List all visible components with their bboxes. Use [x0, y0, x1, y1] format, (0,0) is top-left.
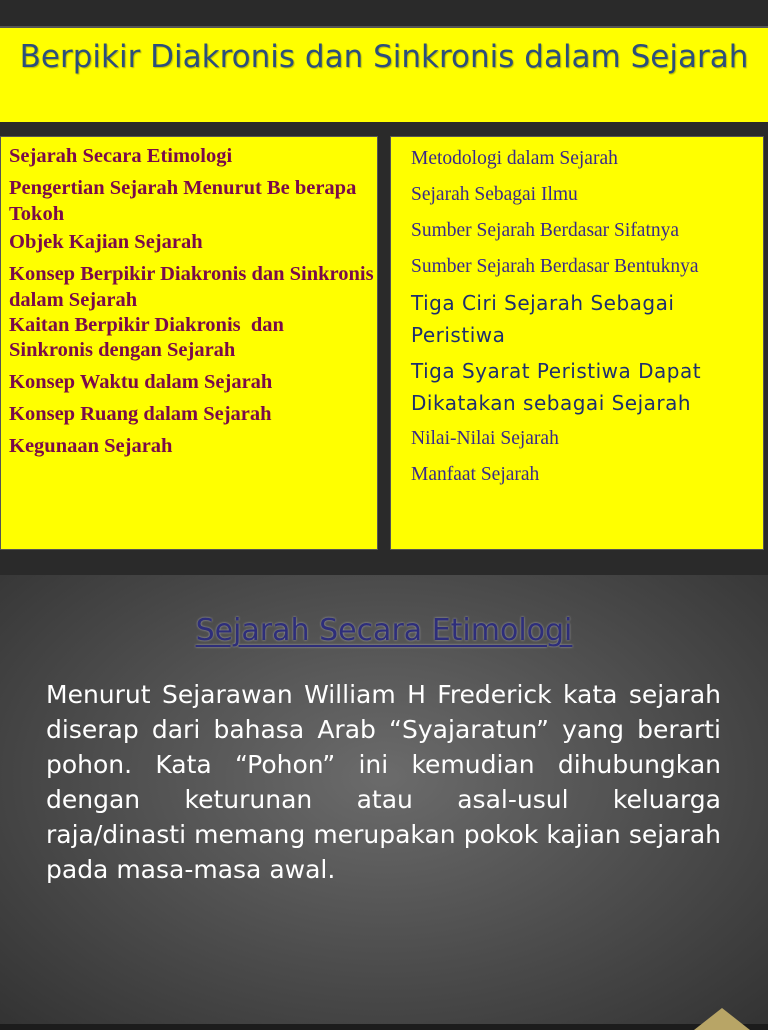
right-item-3[interactable]: Sumber Sejarah Berdasar Sifatnya: [411, 220, 680, 241]
right-item-6[interactable]: Tiga Syarat Peristiwa Dapat Dikatakan sebagai Sejarah: [411, 359, 702, 415]
right-item-5[interactable]: Tiga Ciri Sejarah Sebagai Peristiwa: [411, 291, 675, 347]
right-item-8[interactable]: Manfaat Sejarah: [411, 464, 540, 485]
right-item-4[interactable]: Sumber Sejarah Berdasar Bentuknya: [411, 256, 699, 277]
right-item-7[interactable]: Nilai-Nilai Sejarah: [411, 428, 559, 449]
left-item-2[interactable]: Pengertian Sejarah Menurut Be berapa Tokoh: [9, 177, 362, 225]
slide-2: [0, 575, 768, 1024]
right-item-2[interactable]: Sejarah Sebagai Ilmu: [411, 184, 578, 205]
slide-2-title: Sejarah Secara Etimologi: [195, 613, 573, 648]
slide-title: Berpikir Diakronis dan Sinkronis dalam Sejarah: [19, 39, 749, 75]
right-topic-list: [390, 136, 764, 550]
left-item-4[interactable]: Konsep Berpikir Diakronis dan Sinkronis dalam Sejarah: [9, 263, 379, 311]
left-item-5[interactable]: Kaitan Berpikir Diakronis dan Sinkronis dengan Sejarah: [9, 314, 284, 361]
title-banner: [0, 26, 768, 122]
left-item-6[interactable]: Konsep Waktu dalam Sejarah: [9, 371, 273, 393]
slide-2-body: Menurut Sejarawan William H Frederick kata sejarah diserap dari bahasa Arab “Syajaratun” yang berarti pohon. Kata “Pohon” ini kemudian dihubungkan dengan keturunan atau asal-usul keluarga raja/dinasti memang merupakan pokok kajian sejarah pada masa-masa awal.: [46, 680, 721, 884]
left-item-1[interactable]: Sejarah Secara Etimologi: [9, 145, 233, 167]
corner-decoration-shape: [694, 1008, 750, 1030]
left-item-7[interactable]: Konsep Ruang dalam Sejarah: [9, 403, 272, 425]
left-item-3[interactable]: Objek Kajian Sejarah: [9, 231, 203, 253]
left-topic-list: [0, 136, 378, 550]
right-item-1[interactable]: Metodologi dalam Sejarah: [411, 148, 618, 169]
left-item-8[interactable]: Kegunaan Sejarah: [9, 435, 173, 457]
